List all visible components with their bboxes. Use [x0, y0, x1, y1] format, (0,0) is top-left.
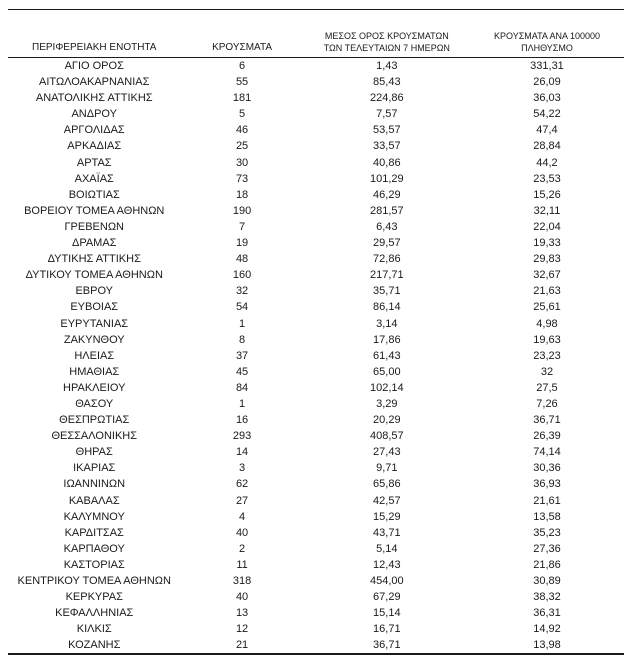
col-header-cases	[180, 10, 303, 58]
cases-cell: 160	[232, 269, 252, 282]
cases-cell: 25	[235, 140, 249, 153]
table-row	[8, 621, 624, 637]
cases-cell: 45	[235, 365, 249, 378]
region-cell: ΘΕΣΣΑΛΟΝΙΚΗΣ	[51, 430, 138, 443]
region-cell: ΚΟΖΑΝΗΣ	[68, 639, 121, 652]
avg-7day-cell: 6,43	[376, 220, 398, 233]
avg-7day-cell: 15,29	[373, 510, 401, 523]
region-cell: ΚΕΝΤΡΙΚΟΥ ΤΟΜΕΑ ΑΘΗΝΩΝ	[17, 575, 171, 587]
per-100k-cell: 23,53	[533, 172, 561, 185]
cases-cell: 7	[239, 220, 246, 233]
cases-by-region-table	[8, 9, 624, 655]
table-row	[8, 541, 624, 557]
table-row	[8, 90, 624, 106]
table-row	[8, 380, 624, 396]
per-100k-cell: 54,22	[533, 108, 561, 121]
per-100k-cell: 38,32	[533, 591, 561, 604]
cases-cell: 18	[235, 188, 249, 201]
cases-cell: 190	[232, 204, 252, 217]
cases-cell: 55	[235, 76, 249, 89]
per-100k-cell: 30,89	[533, 575, 561, 587]
region-cell: ΑΡΓΟΛΙΔΑΣ	[63, 124, 125, 137]
avg-7day-cell: 36,71	[373, 639, 401, 652]
per-100k-cell: 19,63	[533, 333, 561, 346]
region-cell: ΚΑΡΠΑΘΟΥ	[63, 542, 125, 555]
region-cell: ΕΥΒΟΙΑΣ	[70, 301, 119, 314]
cases-cell: 21	[235, 639, 249, 652]
table-row	[8, 332, 624, 348]
per-100k-cell: 26,39	[533, 430, 561, 443]
per-100k-cell: 36,71	[533, 414, 561, 427]
region-cell: ΑΡΚΑΔΙΑΣ	[67, 140, 122, 153]
region-cell: ΑΝΔΡΟΥ	[71, 108, 117, 121]
table-row	[8, 122, 624, 138]
avg-7day-cell: 101,29	[369, 172, 404, 185]
per-100k-cell: 23,23	[533, 349, 561, 362]
region-cell: ΚΕΦΑΛΛΗΝΙΑΣ	[55, 607, 134, 620]
table-row	[8, 605, 624, 621]
avg-7day-cell: 67,29	[373, 591, 401, 604]
table-row	[8, 412, 624, 428]
avg-7day-cell: 281,57	[369, 204, 404, 217]
cases-cell: 37	[235, 349, 249, 362]
avg-7day-cell: 29,57	[373, 237, 401, 250]
avg-7day-cell: 102,14	[369, 381, 404, 394]
per-100k-cell: 15,26	[533, 188, 561, 201]
per-100k-cell: 25,61	[533, 301, 561, 314]
per-100k-cell: 36,03	[533, 92, 561, 105]
col-header-avg-7day	[304, 10, 470, 58]
cases-cell: 6	[239, 60, 246, 72]
avg-7day-cell: 86,14	[373, 301, 401, 314]
region-cell: ΗΛΕΙΑΣ	[74, 349, 115, 362]
per-100k-cell: 22,04	[533, 220, 561, 233]
region-cell: ΑΙΤΩΛΟΑΚΑΡΝΑΝΙΑΣ	[39, 76, 150, 89]
table-row	[8, 396, 624, 412]
cases-cell: 84	[235, 381, 249, 394]
avg-7day-cell: 3,14	[376, 317, 398, 330]
avg-7day-cell: 20,29	[373, 414, 401, 427]
region-cell: ΙΩΑΝΝΙΝΩΝ	[63, 478, 126, 491]
col-header-line: ΠΛΗΘΥΣΜΟ	[521, 42, 573, 53]
avg-7day-cell: 3,29	[376, 397, 398, 410]
per-100k-cell: 47,4	[536, 124, 558, 137]
avg-7day-cell: 27,43	[373, 446, 401, 459]
per-100k-cell: 21,86	[533, 558, 561, 571]
per-100k-cell: 28,84	[533, 140, 561, 153]
col-header-line: ΚΡΟΥΣΜΑΤΑ ΑΝΑ 100000	[493, 31, 600, 41]
table-row	[8, 106, 624, 122]
table-row	[8, 509, 624, 525]
region-cell: ΒΟΡΕΙΟΥ ΤΟΜΕΑ ΑΘΗΝΩΝ	[24, 204, 165, 217]
avg-7day-cell: 15,14	[373, 607, 401, 620]
per-100k-cell: 21,61	[533, 494, 561, 507]
cases-cell: 62	[235, 478, 249, 491]
cases-cell: 12	[235, 623, 249, 636]
cases-cell: 181	[232, 92, 252, 105]
region-cell: ΗΡΑΚΛΕΙΟΥ	[63, 381, 126, 394]
cases-cell: 54	[235, 301, 249, 314]
table-row	[8, 155, 624, 171]
avg-7day-cell: 65,00	[373, 365, 401, 378]
avg-7day-cell: 7,57	[376, 108, 398, 121]
avg-7day-cell: 33,57	[373, 140, 401, 153]
header-row	[8, 10, 624, 58]
per-100k-cell: 74,14	[533, 446, 561, 459]
region-cell: ΚΑΣΤΟΡΙΑΣ	[63, 558, 125, 571]
region-cell: ΔΥΤΙΚΟΥ ΤΟΜΕΑ ΑΘΗΝΩΝ	[25, 269, 163, 282]
col-header-line: ΤΩΝ ΤΕΛΕΥΤΑΙΩΝ 7 ΗΜΕΡΩΝ	[323, 42, 450, 53]
cases-cell: 27	[235, 494, 249, 507]
avg-7day-cell: 16,71	[373, 623, 401, 636]
avg-7day-cell: 12,43	[373, 558, 401, 571]
avg-7day-cell: 408,57	[369, 430, 404, 443]
col-header-region	[8, 10, 180, 58]
avg-7day-cell: 5,14	[376, 542, 398, 555]
cases-cell: 73	[235, 172, 249, 185]
col-header-line: ΠΕΡΙΦΕΡΕΙΑΚΗ ΕΝΟΤΗΤΑ	[31, 42, 157, 53]
cases-cell: 1	[239, 397, 246, 410]
cases-cell: 11	[236, 558, 248, 571]
region-cell: ΚΙΛΚΙΣ	[76, 623, 112, 636]
cases-cell: 8	[239, 333, 246, 346]
avg-7day-cell: 42,57	[373, 494, 401, 507]
region-cell: ΒΟΙΩΤΙΑΣ	[68, 188, 120, 201]
table-row	[8, 428, 624, 444]
avg-7day-cell: 224,86	[369, 92, 404, 105]
table-row	[8, 138, 624, 154]
region-cell: ΕΥΡΥΤΑΝΙΑΣ	[60, 317, 129, 330]
cases-cell: 318	[232, 575, 252, 587]
per-100k-cell: 36,31	[533, 607, 561, 620]
table-row	[8, 74, 624, 90]
cases-cell: 2	[239, 542, 246, 555]
avg-7day-cell: 72,86	[373, 253, 401, 266]
per-100k-cell: 7,26	[536, 397, 558, 410]
table-row	[8, 348, 624, 364]
cases-cell: 13	[235, 607, 249, 620]
table-row	[8, 364, 624, 380]
table-row	[8, 187, 624, 203]
table-row	[8, 444, 624, 460]
per-100k-cell: 4,98	[536, 317, 558, 330]
region-cell: ΚΑΒΑΛΑΣ	[68, 494, 120, 507]
avg-7day-cell: 454,00	[369, 575, 404, 587]
region-cell: ΙΚΑΡΙΑΣ	[73, 462, 116, 475]
region-cell: ΔΥΤΙΚΗΣ ΑΤΤΙΚΗΣ	[47, 253, 141, 266]
per-100k-cell: 32,67	[533, 269, 561, 282]
table-row	[8, 589, 624, 605]
per-100k-cell: 32,11	[533, 204, 561, 217]
region-cell: ΕΒΡΟΥ	[75, 285, 114, 298]
table-row	[8, 171, 624, 187]
avg-7day-cell: 1,43	[376, 60, 398, 72]
cases-cell: 40	[235, 591, 249, 604]
per-100k-cell: 44,2	[536, 156, 558, 169]
table-row	[8, 251, 624, 267]
table-row	[8, 573, 624, 589]
table-row	[8, 460, 624, 476]
per-100k-cell: 35,23	[533, 526, 561, 539]
per-100k-cell: 14,92	[533, 623, 561, 636]
cases-cell: 16	[235, 414, 249, 427]
cases-cell: 30	[235, 156, 249, 169]
cases-cell: 1	[239, 317, 246, 330]
per-100k-cell: 29,83	[533, 253, 561, 266]
avg-7day-cell: 40,86	[373, 156, 401, 169]
cases-cell: 19	[235, 237, 249, 250]
per-100k-cell: 13,98	[533, 639, 561, 652]
table-row	[8, 299, 624, 315]
cases-cell: 5	[239, 108, 246, 121]
col-header-line: ΚΡΟΥΣΜΑΤΑ	[212, 42, 273, 53]
avg-7day-cell: 43,71	[373, 526, 401, 539]
table-row	[8, 267, 624, 283]
avg-7day-cell: 35,71	[373, 285, 401, 298]
per-100k-cell: 26,09	[533, 76, 561, 89]
avg-7day-cell: 17,86	[373, 333, 401, 346]
avg-7day-cell: 61,43	[373, 349, 401, 362]
region-cell: ΓΡΕΒΕΝΩΝ	[64, 220, 124, 233]
per-100k-cell: 13,58	[533, 510, 561, 523]
cases-cell: 4	[239, 510, 246, 523]
region-cell: ΑΝΑΤΟΛΙΚΗΣ ΑΤΤΙΚΗΣ	[35, 92, 153, 105]
avg-7day-cell: 9,71	[376, 462, 398, 475]
table-row	[8, 58, 624, 75]
table-row	[8, 637, 624, 654]
cases-cell: 14	[235, 446, 249, 459]
table-row	[8, 219, 624, 235]
region-cell: ΘΕΣΠΡΩΤΙΑΣ	[59, 414, 130, 427]
table-row	[8, 203, 624, 219]
cases-cell: 32	[235, 285, 249, 298]
table-row	[8, 493, 624, 509]
cases-cell: 293	[232, 430, 252, 443]
per-100k-cell: 27,36	[533, 542, 561, 555]
col-header-line: ΜΕΣΟΣ ΟΡΟΣ ΚΡΟΥΣΜΑΤΩΝ	[324, 31, 449, 41]
table-row	[8, 525, 624, 541]
per-100k-cell: 21,63	[533, 285, 561, 298]
per-100k-cell: 19,33	[533, 237, 561, 250]
per-100k-cell: 36,93	[533, 478, 561, 491]
avg-7day-cell: 53,57	[373, 124, 401, 137]
region-cell: ΘΗΡΑΣ	[75, 446, 113, 459]
region-cell: ΖΑΚΥΝΘΟΥ	[63, 333, 125, 346]
region-cell: ΚΑΡΔΙΤΣΑΣ	[64, 526, 124, 539]
per-100k-cell: 32	[540, 365, 554, 378]
cases-cell: 48	[235, 253, 249, 266]
region-cell: ΗΜΑΘΙΑΣ	[69, 365, 120, 378]
cases-cell: 3	[239, 462, 246, 475]
per-100k-cell: 331,31	[530, 60, 564, 72]
region-cell: ΑΡΤΑΣ	[76, 156, 112, 169]
avg-7day-cell: 46,29	[373, 188, 401, 201]
avg-7day-cell: 85,43	[373, 76, 401, 89]
table-row	[8, 557, 624, 573]
avg-7day-cell: 217,71	[369, 269, 404, 282]
table-row	[8, 235, 624, 251]
table-row	[8, 476, 624, 492]
per-100k-cell: 30,36	[533, 462, 561, 475]
region-cell: ΚΕΡΚΥΡΑΣ	[65, 591, 123, 604]
per-100k-cell: 27,5	[536, 381, 558, 394]
col-header-per-100k	[470, 10, 624, 58]
table-row	[8, 283, 624, 299]
cases-cell: 46	[235, 124, 249, 137]
region-cell: ΔΡΑΜΑΣ	[71, 237, 117, 250]
region-cell: ΑΓΙΟ ΟΡΟΣ	[64, 60, 124, 72]
region-cell: ΘΑΣΟΥ	[75, 397, 114, 410]
avg-7day-cell: 65,86	[373, 478, 401, 491]
table-row	[8, 316, 624, 332]
region-cell: ΚΑΛΥΜΝΟΥ	[63, 510, 125, 523]
region-cell: ΑΧΑΪΑΣ	[74, 172, 114, 185]
cases-cell: 40	[235, 526, 249, 539]
